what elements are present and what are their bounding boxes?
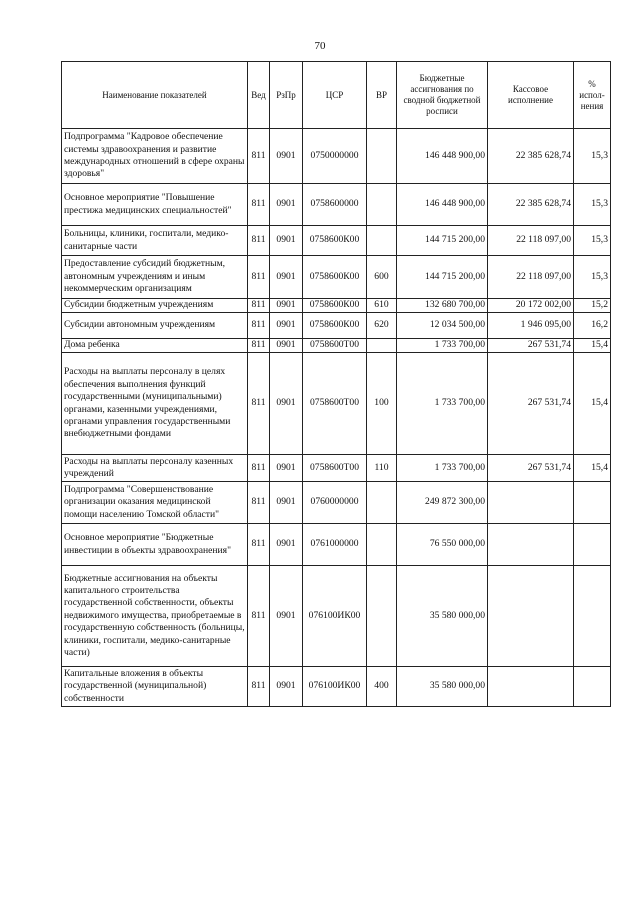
cell-cash: 267 531,74 [488, 353, 574, 455]
cell-budget: 35 580 000,00 [397, 566, 488, 667]
cell-ved: 811 [248, 482, 270, 524]
budget-execution-table [61, 61, 611, 707]
table-row [62, 339, 611, 353]
cell-name: Предоставление субсидий бюджетным, автономным учреждениям и иным некоммерческим организациям [62, 256, 248, 299]
cell-csr: 0758600К00 [303, 256, 367, 299]
cell-budget: 249 872 300,00 [397, 482, 488, 524]
cell-budget: 1 733 700,00 [397, 455, 488, 482]
cell-name: Дома ребенка [62, 339, 248, 353]
cell-cash [488, 667, 574, 707]
cell-rzpr: 0901 [270, 256, 303, 299]
cell-vr: 610 [367, 299, 397, 313]
cell-vr: 620 [367, 313, 397, 339]
cell-name: Основное мероприятие "Повышение престижа медицинских специальностей" [62, 184, 248, 226]
cell-ved: 811 [248, 313, 270, 339]
header-cash: Кассовое исполнение [488, 62, 574, 129]
cell-name: Основное мероприятие "Бюджетные инвестиции в объекты здравоохранения" [62, 524, 248, 566]
cell-cash [488, 482, 574, 524]
cell-cash [488, 524, 574, 566]
cell-pct: 15,3 [574, 129, 611, 184]
cell-pct: 15,3 [574, 226, 611, 256]
cell-name: Бюджетные ассигнования на объекты капитального строительства государственной собственности, объекты недвижимого имущества, приобретаемые в государственную собственность (больницы, клиники, госпитали, медико-санитарные части) [62, 566, 248, 667]
cell-vr [367, 226, 397, 256]
cell-csr: 0758600К00 [303, 299, 367, 313]
cell-csr: 0758600Т00 [303, 353, 367, 455]
cell-vr [367, 482, 397, 524]
cell-ved: 811 [248, 339, 270, 353]
table-row [62, 256, 611, 299]
cell-csr: 0761000000 [303, 524, 367, 566]
cell-budget: 1 733 700,00 [397, 353, 488, 455]
cell-name: Подпрограмма "Совершенствование организации оказания медицинской помощи населению Томской области" [62, 482, 248, 524]
table-row [62, 353, 611, 455]
header-rzpr: РзПр [270, 62, 303, 129]
cell-name: Субсидии автономным учреждениям [62, 313, 248, 339]
cell-csr: 0758600000 [303, 184, 367, 226]
cell-rzpr: 0901 [270, 313, 303, 339]
cell-ved: 811 [248, 524, 270, 566]
cell-vr [367, 566, 397, 667]
table-row [62, 299, 611, 313]
table-header-row [62, 62, 611, 129]
table-row [62, 482, 611, 524]
cell-cash: 20 172 002,00 [488, 299, 574, 313]
cell-pct: 15,3 [574, 184, 611, 226]
cell-name: Расходы на выплаты персоналу казенных учреждений [62, 455, 248, 482]
cell-pct: 15,4 [574, 455, 611, 482]
cell-cash: 1 946 095,00 [488, 313, 574, 339]
cell-budget: 35 580 000,00 [397, 667, 488, 707]
cell-budget: 12 034 500,00 [397, 313, 488, 339]
cell-pct: 15,2 [574, 299, 611, 313]
cell-pct: 15,4 [574, 353, 611, 455]
table-row [62, 226, 611, 256]
cell-budget: 76 550 000,00 [397, 524, 488, 566]
cell-csr: 0750000000 [303, 129, 367, 184]
cell-pct [574, 482, 611, 524]
cell-rzpr: 0901 [270, 455, 303, 482]
cell-cash: 22 118 097,00 [488, 256, 574, 299]
cell-ved: 811 [248, 226, 270, 256]
table-row [62, 667, 611, 707]
cell-name: Подпрограмма "Кадровое обеспечение системы здравоохранения и развитие международных отношений в сфере охраны здоровья" [62, 129, 248, 184]
cell-vr: 600 [367, 256, 397, 299]
cell-pct: 15,4 [574, 339, 611, 353]
cell-budget: 132 680 700,00 [397, 299, 488, 313]
cell-budget: 144 715 200,00 [397, 226, 488, 256]
cell-cash: 22 118 097,00 [488, 226, 574, 256]
cell-name: Субсидии бюджетным учреждениям [62, 299, 248, 313]
cell-pct [574, 667, 611, 707]
cell-pct [574, 524, 611, 566]
cell-cash [488, 566, 574, 667]
cell-budget: 146 448 900,00 [397, 129, 488, 184]
cell-rzpr: 0901 [270, 482, 303, 524]
cell-vr [367, 524, 397, 566]
table-row [62, 524, 611, 566]
cell-cash: 267 531,74 [488, 339, 574, 353]
cell-ved: 811 [248, 353, 270, 455]
cell-ved: 811 [248, 129, 270, 184]
cell-vr: 100 [367, 353, 397, 455]
table-row [62, 184, 611, 226]
cell-rzpr: 0901 [270, 353, 303, 455]
cell-csr: 0758600К00 [303, 226, 367, 256]
page-number: 70 [314, 40, 326, 52]
cell-vr: 400 [367, 667, 397, 707]
cell-rzpr: 0901 [270, 524, 303, 566]
cell-csr: 076100ИК00 [303, 667, 367, 707]
header-ved: Вед [248, 62, 270, 129]
header-budget: Бюджетные ассигнования по сводной бюджетной росписи [397, 62, 488, 129]
cell-ved: 811 [248, 256, 270, 299]
cell-rzpr: 0901 [270, 129, 303, 184]
cell-pct: 15,3 [574, 256, 611, 299]
header-pct: % испол-нения [574, 62, 611, 129]
cell-budget: 1 733 700,00 [397, 339, 488, 353]
cell-cash: 22 385 628,74 [488, 129, 574, 184]
cell-rzpr: 0901 [270, 299, 303, 313]
cell-csr: 076100ИК00 [303, 566, 367, 667]
cell-rzpr: 0901 [270, 566, 303, 667]
cell-name: Капитальные вложения в объекты государственной (муниципальной) собственности [62, 667, 248, 707]
cell-vr: 110 [367, 455, 397, 482]
cell-vr [367, 129, 397, 184]
cell-csr: 0760000000 [303, 482, 367, 524]
cell-vr [367, 184, 397, 226]
cell-pct: 16,2 [574, 313, 611, 339]
cell-ved: 811 [248, 184, 270, 226]
cell-ved: 811 [248, 566, 270, 667]
cell-csr: 0758600Т00 [303, 455, 367, 482]
cell-cash: 22 385 628,74 [488, 184, 574, 226]
cell-csr: 0758600К00 [303, 313, 367, 339]
table-row [62, 313, 611, 339]
cell-pct [574, 566, 611, 667]
table-row [62, 455, 611, 482]
table-row [62, 129, 611, 184]
cell-cash: 267 531,74 [488, 455, 574, 482]
header-name: Наименование показателей [62, 62, 248, 129]
cell-name: Расходы на выплаты персоналу в целях обеспечения выполнения функций государственными (муниципальными) органами, казенными учреждениями, органами управления государственными внебюджетными фондами [62, 353, 248, 455]
cell-vr [367, 339, 397, 353]
cell-ved: 811 [248, 299, 270, 313]
cell-name: Больницы, клиники, госпитали, медико-санитарные части [62, 226, 248, 256]
cell-budget: 146 448 900,00 [397, 184, 488, 226]
header-vr: ВР [367, 62, 397, 129]
cell-rzpr: 0901 [270, 667, 303, 707]
header-csr: ЦСР [303, 62, 367, 129]
cell-rzpr: 0901 [270, 339, 303, 353]
cell-ved: 811 [248, 667, 270, 707]
cell-ved: 811 [248, 455, 270, 482]
cell-rzpr: 0901 [270, 226, 303, 256]
table-row [62, 566, 611, 667]
cell-rzpr: 0901 [270, 184, 303, 226]
cell-csr: 0758600Т00 [303, 339, 367, 353]
cell-budget: 144 715 200,00 [397, 256, 488, 299]
